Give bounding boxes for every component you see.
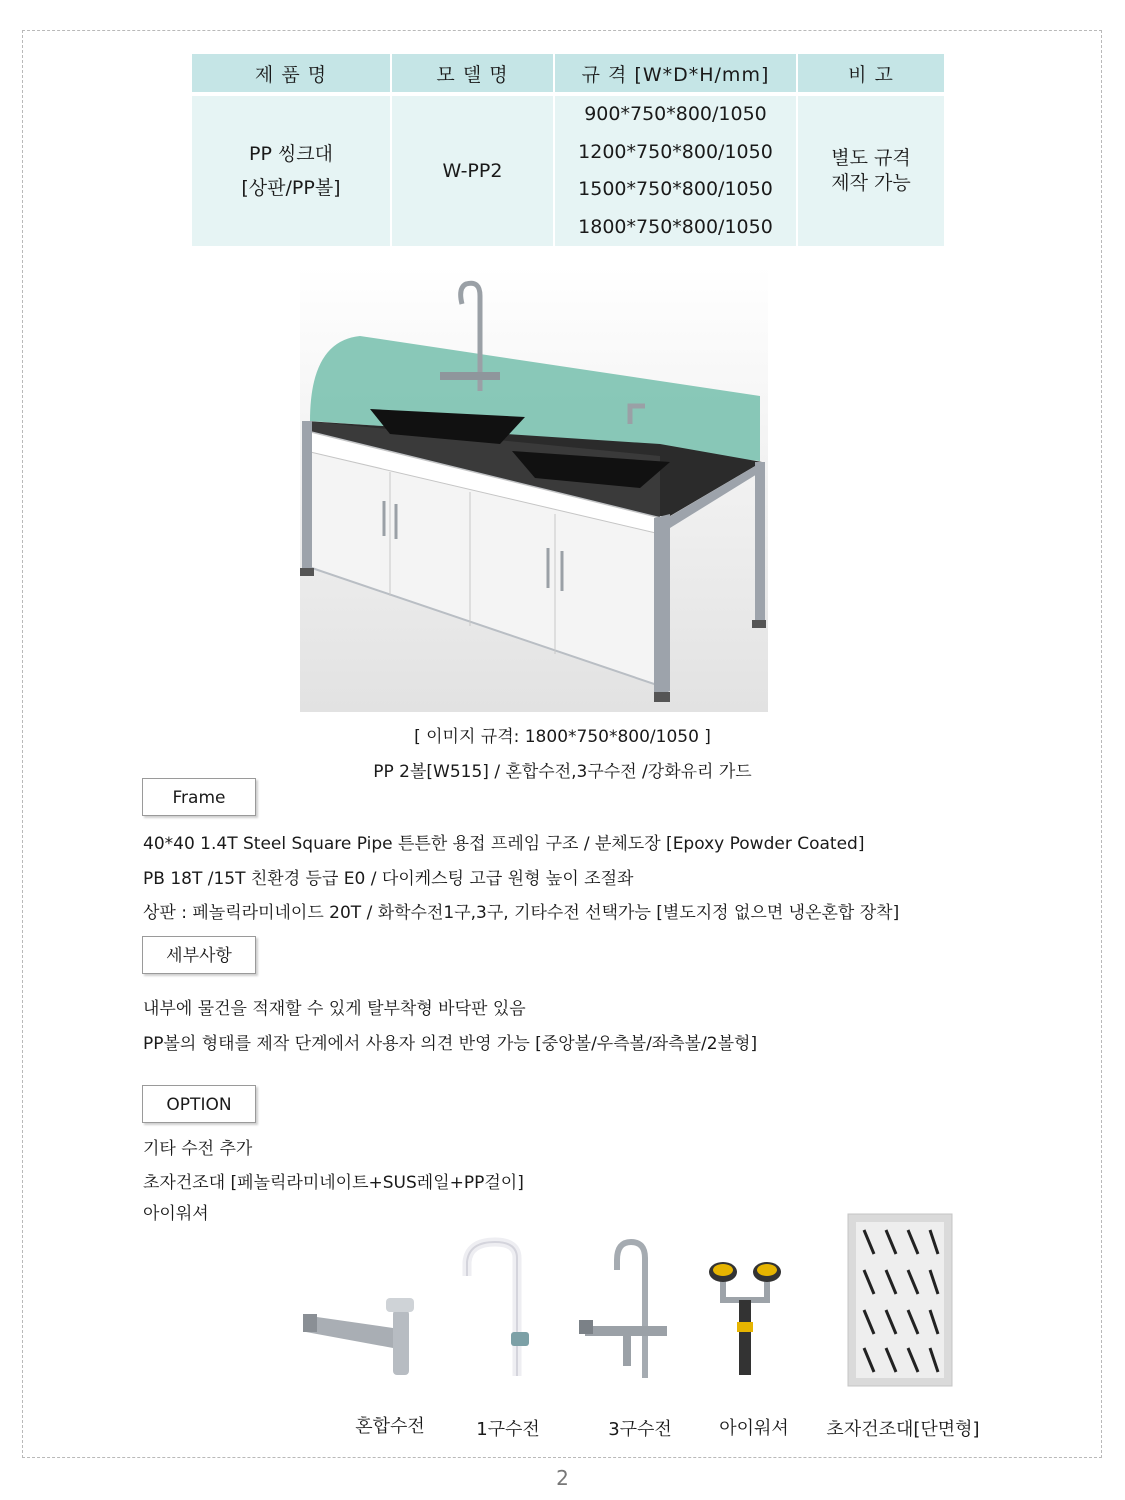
option-item-label: 혼합수전 [355, 1416, 425, 1437]
option-line: 초자건조대 [페놀릭라미네이트+SUS레일+PP걸이] [143, 1173, 524, 1193]
frame-line: 상판 : 페놀릭라미네이드 20T / 화학수전1구,3구, 기타수전 선택가능 [별도지정 없으면 냉온혼합 장착] [143, 903, 900, 923]
note-cell [797, 94, 944, 246]
frame-section-label: Frame [142, 778, 256, 816]
product-name-line: [상판/PP볼] [241, 177, 341, 199]
option-item-label: 1구수전 [476, 1419, 540, 1440]
single-faucet-image [455, 1236, 545, 1381]
spec-table-header [192, 54, 944, 94]
image-desc-caption: PP 2볼[W515] / 혼합수전,3구수전 /강화유리 가드 [373, 762, 752, 782]
product-name-line: PP 씽크대 [248, 143, 334, 165]
option-item-label: 초자건조대[단면형] [826, 1419, 980, 1440]
spec-line: 900*750*800/1050 [584, 103, 767, 125]
note-line: 제작 가능 [831, 172, 911, 194]
header-product-name: 제 품 명 [192, 54, 391, 94]
mixing-faucet-image [298, 1270, 418, 1380]
model-cell: W-PP2 [391, 94, 554, 246]
spec-line: 1500*750*800/1050 [578, 178, 773, 200]
product-name-cell [192, 94, 391, 246]
details-line: PP볼의 형태를 제작 단계에서 사용자 의견 반영 가능 [중앙볼/우측볼/좌측볼/2볼형] [143, 1034, 758, 1054]
option-item-label: 3구수전 [608, 1419, 672, 1440]
spec-cell [554, 94, 797, 246]
header-spec: 규 격 [W*D*H/mm] [554, 54, 797, 94]
header-note: 비 고 [797, 54, 944, 94]
table-row [192, 94, 944, 246]
header-model-name: 모 델 명 [391, 54, 554, 94]
spec-line: 1200*750*800/1050 [578, 140, 773, 163]
details-section-label: 세부사항 [142, 936, 256, 974]
image-spec-caption: [ 이미지 규격: 1800*750*800/1050 ] [414, 727, 711, 747]
sink-cabinet-image [300, 266, 768, 712]
frame-line: 40*40 1.4T Steel Square Pipe 튼튼한 용접 프레임 구조 / 분체도장 [Epoxy Powder Coated] [143, 834, 865, 854]
three-way-faucet-image [575, 1238, 675, 1380]
drying-rack-image [846, 1212, 956, 1390]
spec-table [192, 54, 944, 246]
details-line: 내부에 물건을 적재할 수 있게 탈부착형 바닥판 있음 [143, 999, 526, 1019]
option-item-label: 아이워셔 [719, 1418, 789, 1439]
note-line: 별도 규격 [831, 147, 911, 169]
option-line: 아이워셔 [143, 1204, 209, 1224]
option-line: 기타 수전 추가 [143, 1139, 253, 1159]
spec-line: 1800*750*800/1050 [578, 215, 773, 238]
option-section-label: OPTION [142, 1085, 256, 1123]
page-number: 2 [556, 1466, 569, 1490]
eyewash-image [703, 1256, 788, 1381]
frame-line: PB 18T /15T 친환경 등급 E0 / 다이케스팅 고급 원형 높이 조절좌 [143, 869, 634, 889]
